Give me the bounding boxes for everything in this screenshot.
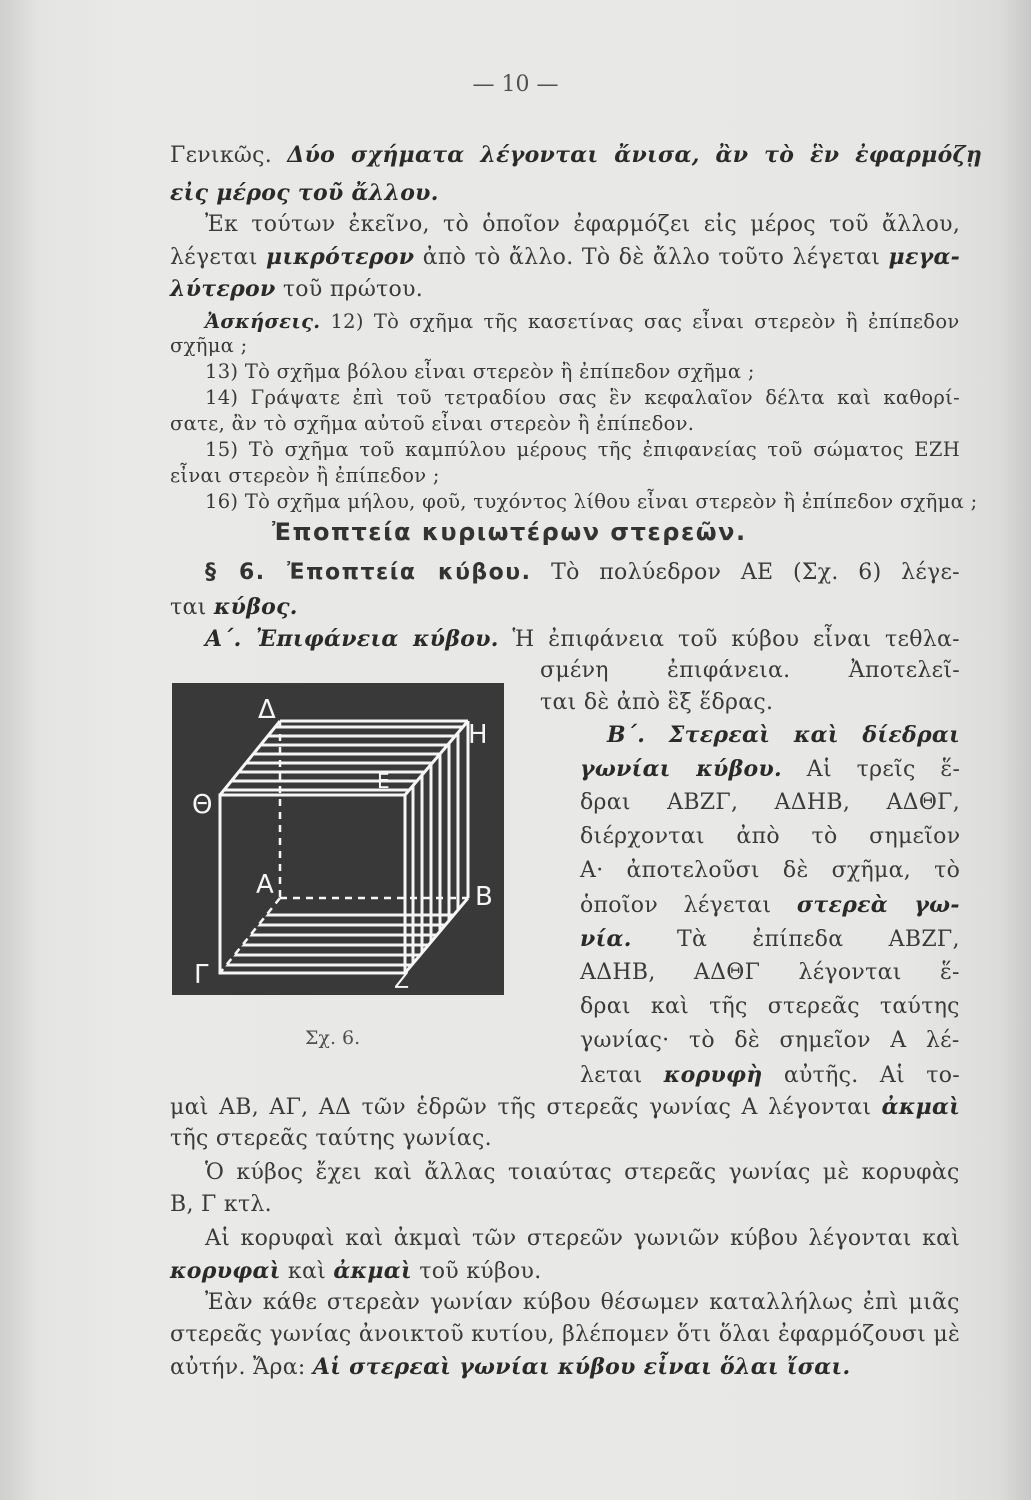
text-line (580, 1028, 960, 1053)
text-span: 16) Τὸ σχῆμα μήλου, φοῦ, τυχόντος λίθου εἶναι στερεὸν ἢ ἐπίπεδον σχῆμα ; (205, 490, 978, 513)
text-line (170, 334, 248, 357)
text-span: 14) Γράψατε ἐπὶ τοῦ τετραδίου σας ἓν κεφαλαῖον δέλτα καὶ καθορί- (205, 386, 961, 409)
text-span: δραι ΑΒΖΓ, ΑΔΗΒ, ΑΔΘΓ, (580, 790, 961, 815)
text-line (205, 310, 960, 333)
emphasis-text: Δύο σχήματα λέγονται ἄνισα, ἂν τὸ ἓν ἐφαρμόζῃ (287, 142, 983, 168)
text-span: ἀπὸ τὸ ἄλλο. Τὸ δὲ ἄλλο τοῦτο λέγεται (414, 245, 889, 270)
label-eta: Η (468, 720, 488, 750)
text-span: Γενικῶς. (170, 143, 288, 168)
text-span: μαὶ ΑΒ, ΑΓ, ΑΔ τῶν ἑδρῶν τῆς στερεᾶς γωνίας Α λέγονται (170, 1095, 882, 1120)
emphasis-text: κορυφαὶ (170, 1258, 281, 1284)
text-line (580, 858, 960, 883)
text-span: αὐτῆς. Αἱ το- (762, 1063, 961, 1088)
text-span: εἶναι στερεὸν ἢ ἐπίπεδον ; (170, 464, 440, 487)
text-line (170, 1354, 850, 1380)
text-span: Α· ἀποτελοῦσι δὲ σχῆμα, τὸ (580, 858, 961, 883)
label-delta: Δ (258, 695, 276, 725)
label-theta: Θ (192, 790, 213, 820)
text-span: σμένη ἐπιφάνεια. Ἀποτελεῖ- (540, 658, 961, 683)
text-span: Ἐκ τούτων ἐκεῖνο, τὸ ὁποῖον ἐφαρμόζει εἰς μέρος τοῦ ἄλλου, (205, 212, 961, 237)
text-line (170, 412, 694, 435)
figure-caption: Σχ. 6. (305, 1027, 361, 1049)
emphasis-text: εἰς μέρος τοῦ ἄλλου. (170, 180, 439, 206)
text-span: Αἱ τρεῖς ἕ- (781, 757, 961, 782)
text-span: Αἱ κορυφαὶ καὶ ἀκμαὶ τῶν στερεῶν γωνιῶν κύβου λέγονται καὶ (205, 1226, 961, 1251)
text-line (170, 464, 440, 487)
text-line (540, 658, 960, 683)
text-span: λεται (580, 1063, 664, 1088)
text-line (205, 1290, 960, 1315)
emphasis-text: Β΄. Στερεαὶ καὶ δίεδραι (607, 722, 961, 748)
text-line (205, 1226, 960, 1251)
emphasis-text: λύτερον (170, 276, 276, 302)
text-line (205, 1160, 960, 1185)
emphasis-text: ἀκμαὶ (333, 1258, 412, 1284)
text-line (205, 490, 977, 513)
emphasis-text: νία. (580, 926, 632, 952)
emphasis-text: κορυφὴ (663, 1062, 763, 1088)
text-span: Β, Γ κτλ. (170, 1192, 272, 1217)
text-line (205, 360, 755, 383)
emphasis-text: κύβος. (213, 594, 298, 620)
text-line (272, 518, 747, 546)
section-heading: § 6. Ἐποπτεία κύβου. (205, 560, 532, 585)
text-span: διέρχονται ἀπὸ τὸ σημεῖον (580, 824, 961, 849)
section-heading: Ἐποπτεία κυριωτέρων στερεῶν. (272, 518, 747, 546)
text-span: 13) Τὸ σχῆμα βόλου εἶναι στερεὸν ἢ ἐπίπεδον σχῆμα ; (205, 360, 755, 383)
text-line (170, 276, 423, 302)
emphasis-text: ἀκμαὶ (881, 1094, 961, 1120)
text-line (205, 626, 960, 652)
text-line (170, 244, 960, 270)
text-span: ται δὲ ἀπὸ ἓξ ἕδρας. (540, 690, 774, 715)
text-span: Τὸ πολύεδρον ΑΕ (Σχ. 6) λέγε- (531, 560, 960, 585)
cube-diagram (172, 683, 504, 995)
emphasis-text: Ἀσκήσεις. (205, 310, 321, 333)
figure-background (172, 683, 504, 995)
text-line (170, 1258, 542, 1284)
emphasis-text: Α΄. Ἐπιφάνεια κύβου. (205, 626, 499, 652)
text-line (170, 1126, 492, 1151)
text-span: γωνίας· τὸ δὲ σημεῖον Α λέ- (580, 1028, 960, 1053)
text-span: Ἐὰν κάθε στερεὰν γωνίαν κύβου θέσωμεν καταλλήλως ἐπὶ μιᾶς (205, 1290, 960, 1315)
text-line (205, 560, 960, 585)
text-span: Ὁ κύβος ἔχει καὶ ἄλλας τοιαύτας στερεᾶς γωνίας μὲ κορυφὰς (205, 1160, 960, 1185)
text-line (580, 824, 960, 849)
text-line (580, 790, 960, 815)
text-line (170, 180, 439, 206)
text-span: αὐτήν. Ἄρα: (170, 1355, 313, 1380)
label-epsilon: Ε (377, 769, 390, 793)
page-number: — 10 — (472, 72, 559, 97)
text-span: τοῦ κύβου. (411, 1259, 542, 1284)
text-line (580, 756, 960, 782)
text-line (540, 690, 773, 715)
cube-figure (172, 683, 504, 995)
text-span: δραι καὶ τῆς στερεᾶς ταύτης (580, 994, 960, 1019)
text-line (580, 960, 960, 985)
text-span: Τὰ ἐπίπεδα ΑΒΖΓ, (631, 927, 960, 952)
text-span: καὶ (280, 1259, 334, 1284)
text-span: στερεᾶς γωνίας ἀνοικτοῦ κυτίου, βλέπομεν ὅτι ὅλαι ἐφαρμόζουσι μὲ (170, 1322, 961, 1347)
text-line (205, 386, 960, 409)
emphasis-text: μεγα- (888, 244, 961, 270)
text-line (170, 1094, 960, 1120)
text-span: Ἡ ἐπιφάνεια τοῦ κύβου εἶναι τεθλα- (498, 627, 960, 652)
text-span: ται (170, 595, 214, 620)
text-line (170, 142, 982, 168)
text-line (580, 892, 960, 918)
emphasis-text: Αἱ στερεαὶ γωνίαι κύβου εἶναι ὅλαι ἴσαι. (312, 1354, 851, 1380)
text-line (580, 1062, 960, 1088)
text-line (580, 926, 960, 952)
text-span: σχῆμα ; (170, 334, 248, 357)
text-line (607, 722, 960, 748)
emphasis-text: μικρότερον (266, 244, 415, 270)
text-line (205, 438, 960, 461)
label-gamma: Γ (194, 960, 209, 990)
text-span: τοῦ πρώτου. (275, 277, 424, 302)
text-span: ΑΔΗΒ, ΑΔΘΓ λέγονται ἕ- (580, 960, 960, 985)
label-beta: Β (475, 882, 493, 912)
emphasis-text: γωνίαι κύβου. (580, 756, 782, 782)
label-alpha: Α (256, 870, 274, 900)
text-span: ὁποῖον λέγεται (580, 893, 797, 918)
text-span: σατε, ἂν τὸ σχῆμα αὐτοῦ εἶναι στερεὸν ἢ ἐπίπεδον. (170, 412, 695, 435)
text-line (580, 994, 960, 1019)
text-span: τῆς στερεᾶς ταύτης γωνίας. (170, 1126, 492, 1151)
text-line (170, 1322, 960, 1347)
text-span: 15) Τὸ σχῆμα τοῦ καμπύλου μέρους τῆς ἐπιφανείας τοῦ σώματος ΕΖΗ (205, 438, 960, 461)
label-zeta: Ζ (394, 969, 410, 994)
text-span: λέγεται (170, 245, 267, 270)
emphasis-text: στερεὰ γω- (796, 892, 960, 918)
text-line (170, 1192, 272, 1217)
text-line (205, 212, 960, 237)
text-line (170, 594, 298, 620)
text-span: 12) Τὸ σχῆμα τῆς κασετίνας σας εἶναι στερεὸν ἢ ἐπίπεδον (320, 310, 960, 333)
